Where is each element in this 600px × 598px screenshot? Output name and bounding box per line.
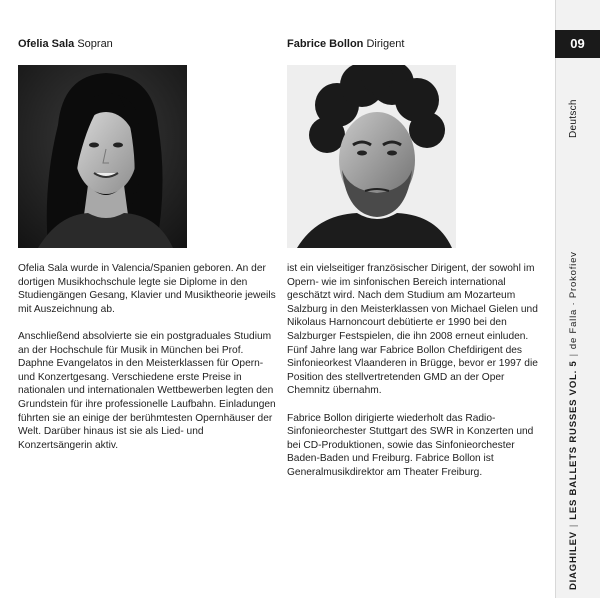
- language-label: Deutsch: [568, 99, 579, 138]
- right-artist-name: Fabrice Bollon: [287, 38, 364, 50]
- right-biography: [287, 262, 545, 493]
- ofelia-sala-photo: [18, 65, 187, 248]
- left-biography: [18, 262, 276, 466]
- series-composers: de Falla · Prokofiev: [568, 251, 579, 350]
- left-artist-name: Ofelia Sala: [18, 38, 75, 50]
- separator: |: [568, 353, 579, 357]
- right-heading: [287, 37, 404, 51]
- series-diaghilev: DIAGHILEV: [568, 531, 579, 590]
- right-artist-role: Dirigent: [366, 38, 405, 50]
- series-ballets-russes: LES BALLETS RUSSES VOL. 5: [568, 360, 579, 520]
- page-number: 09: [555, 30, 600, 58]
- left-artist-role: Sopran: [77, 38, 113, 50]
- fabrice-bollon-photo: [287, 65, 456, 248]
- right-paragraph: ist ein vielseitiger französischer Dirigent, der sowohl im Opern- wie im sinfonischen Bereich international geschätzt wird. Nach dem Studium am Mozarteum Salzburg in den Meisterklassen von Michael Gielen und Nikolaus Harnoncourt debütierte er 1990 bei den Salzburger Festspielen, die ihn 2008 erneut einluden. Fünf Jahre lang war Fabrice Bollon Chefdirigent des Sinfonieorkest Vlaanderen in Brügge, bevor er 1997 die Position des stellvertretenden GMD an der Oper Chemnitz übernahm.: [287, 263, 538, 397]
- separator: |: [568, 523, 579, 528]
- right-paragraph: Fabrice Bollon dirigierte wiederholt das Radio-Sinfonieorchester Stuttgart des SWR in Konzerten und bei CD-Produktionen, sowie das Sinfonieorchester Baden-Baden und Freiburg. Fabrice Bollon ist Generalmusikdirektor am Theater Freiburg.: [287, 412, 534, 478]
- left-paragraph: Anschließend absolvierte sie ein postgraduales Studium an der Hochschule für Musik in München bei Prof. Daphne Evangelatos in den Meisterklassen für Opern- und Konzertgesang. Verschiedene erste Preise in nationalen und internationalen Wettbewerben legten den Grundstein für ihre professionelle Laufbahn. Einladungen führten sie an einige der berühmtesten Opernhäuser der Welt. Darüber hinaus ist sie als Lied- und Konzertsängerin aktiv.: [18, 330, 276, 451]
- left-paragraph: Ofelia Sala wurde in Valencia/Spanien geboren. An der dortigen Musikhochschule legte sie Diplome in den Studiengängen Gesang, Klavier und Musiktheorie jeweils mit Auszeichnung ab.: [18, 263, 276, 315]
- left-heading: [18, 37, 113, 51]
- series-title: [568, 251, 579, 590]
